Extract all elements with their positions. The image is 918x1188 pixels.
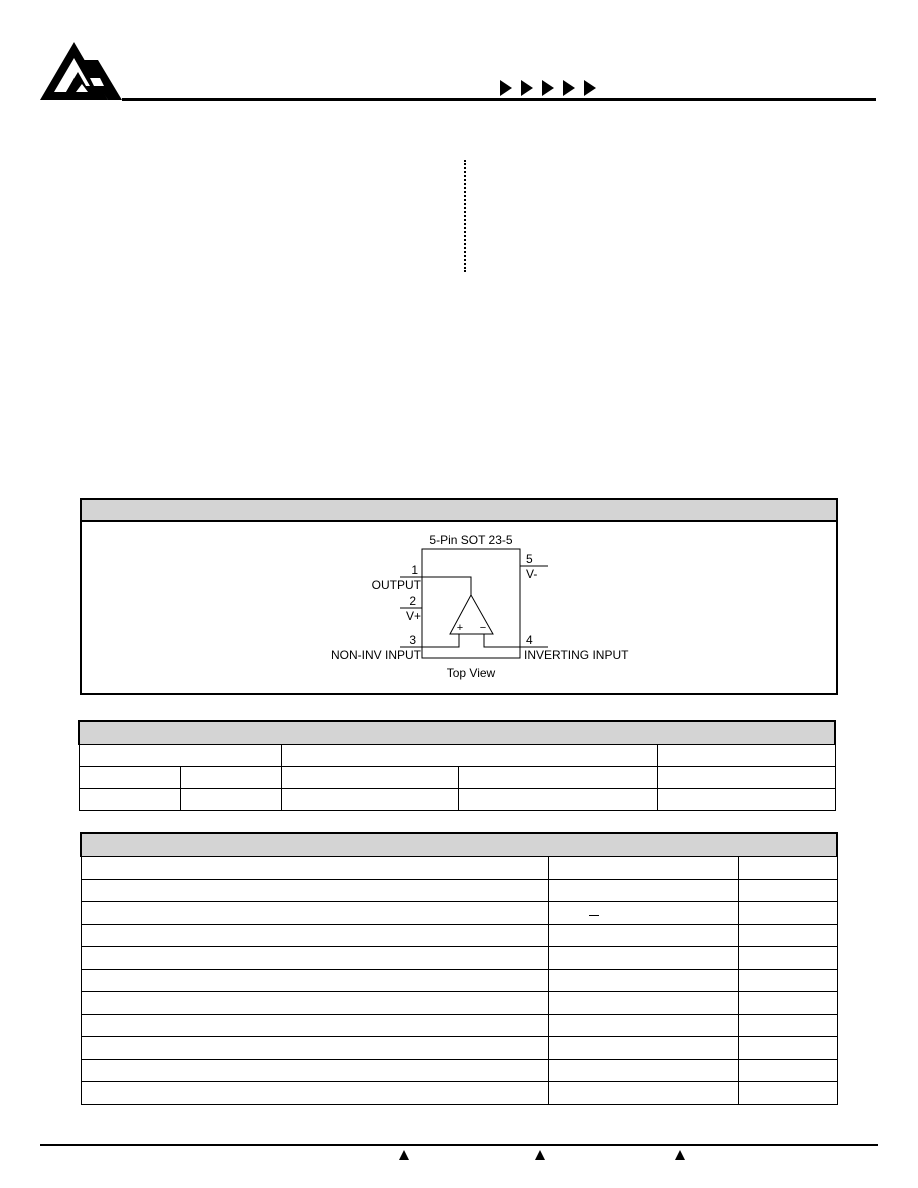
package-label: 5-Pin SOT 23-5 (429, 533, 513, 547)
table-row (81, 1082, 837, 1105)
pin-4-name: INVERTING INPUT (524, 648, 629, 662)
footer-rule (40, 1144, 878, 1146)
play-arrow-icon (521, 80, 533, 96)
triangle-up-icon (399, 1150, 409, 1160)
plus-minus-mark (589, 915, 599, 916)
play-arrow-icon (542, 80, 554, 96)
table-row (79, 767, 835, 789)
play-arrow-icon (584, 80, 596, 96)
table-row (81, 902, 837, 925)
table-row (81, 969, 837, 992)
pin-5-name: V- (526, 567, 538, 581)
pin-4-number: 4 (526, 633, 533, 647)
table-title-bar (81, 833, 837, 857)
triangle-up-icon (535, 1150, 545, 1160)
table-row (81, 992, 837, 1015)
view-label: Top View (446, 666, 496, 680)
ratings-table (80, 832, 838, 1105)
triangle-up-icon (675, 1150, 685, 1160)
table-row (81, 947, 837, 970)
arrow-row (498, 79, 602, 97)
table-row (81, 924, 837, 947)
pin-configuration-panel (80, 498, 838, 695)
pin-2-name: V+ (405, 609, 421, 623)
header-rule (122, 98, 876, 101)
non-inverting-sign: + (456, 622, 464, 634)
pin-5-number: 5 (526, 552, 533, 566)
table-row (81, 857, 837, 880)
company-logo (38, 38, 124, 102)
inverting-sign: − (479, 622, 487, 634)
table-row (81, 879, 837, 902)
table-row (81, 1037, 837, 1060)
pin-3-number: 3 (409, 633, 416, 647)
play-arrow-icon (563, 80, 575, 96)
ordering-table (78, 720, 836, 811)
pin-1-number: 1 (411, 563, 418, 577)
pinout-diagram (330, 530, 640, 685)
column-divider (464, 160, 466, 272)
pin-2-number: 2 (409, 594, 416, 608)
table-row (81, 1059, 837, 1082)
table-row (81, 1014, 837, 1037)
play-arrow-icon (500, 80, 512, 96)
table-title-bar (79, 721, 835, 745)
table-row (79, 745, 835, 767)
panel-title-bar (82, 500, 836, 522)
pin-3-name: NON-INV INPUT (331, 648, 421, 662)
table-row (79, 789, 835, 811)
pin-1-name: OUTPUT (371, 578, 421, 592)
